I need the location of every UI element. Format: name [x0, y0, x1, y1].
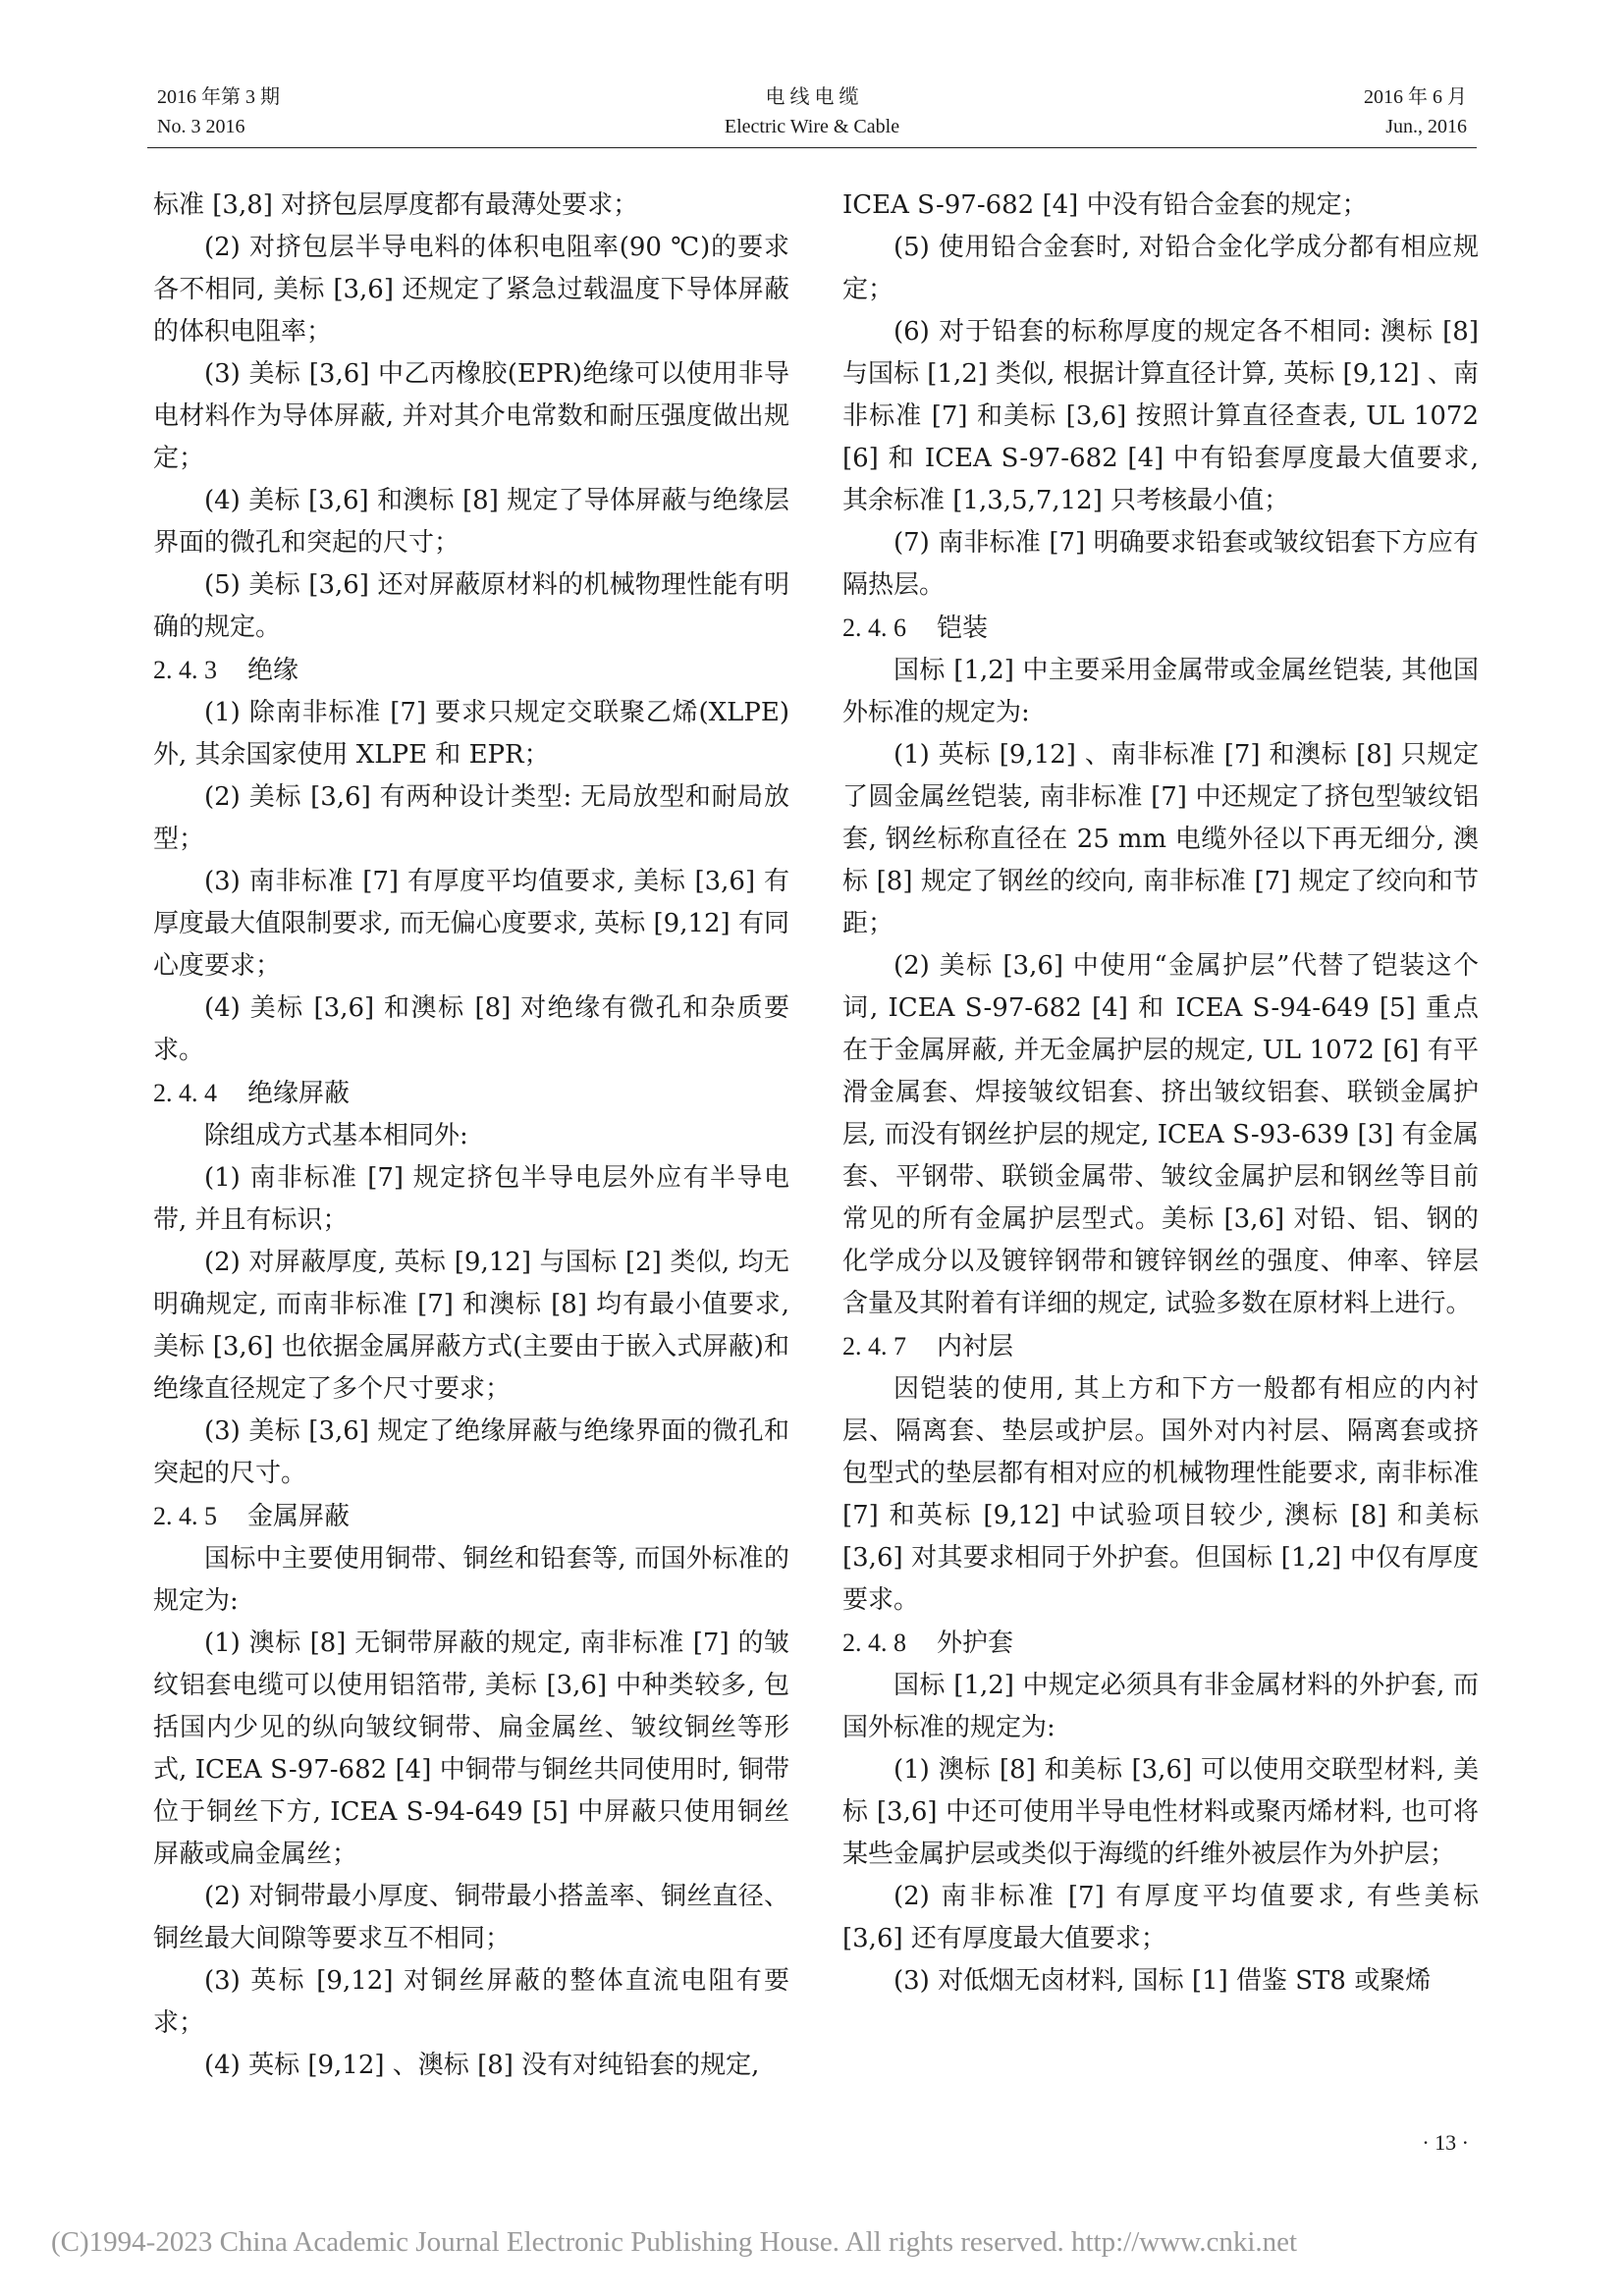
body-paragraph: 除组成方式基本相同外:	[204, 1121, 468, 1150]
section-number: 2. 4. 8	[842, 1629, 906, 1657]
body-paragraph: (4) 美标 [3,6] 和澳标 [8] 规定了导体屏蔽与绝缘层界面的微孔和突起的尺寸；	[153, 486, 789, 558]
journal-title-cn: 电 线 电 缆	[765, 86, 859, 108]
body-paragraph: 国标 [1,2] 中规定必须具有非金属材料的外护套, 而国外标准的规定为:	[842, 1671, 1479, 1742]
copyright-notice: (C)1994-2023 China Academic Journal Electronic Publishing House. All rights reserved. http://www.cnki.net	[51, 2226, 1298, 2258]
body-paragraph: (2) 对屏蔽厚度, 英标 [9,12] 与国标 [2] 类似, 均无明确规定, 而南非标准 [7] 和澳标 [8] 均有最小值要求, 美标 [3,6] 也依据金属屏蔽方式(主要由于嵌入式屏蔽)和绝缘直径规定了多个尺寸要求；	[153, 1248, 789, 1404]
body-paragraph: (3) 美标 [3,6] 规定了绝缘屏蔽与绝缘界面的微孔和突起的尺寸。	[153, 1416, 789, 1488]
body-paragraph: (3) 南非标准 [7] 有厚度平均值要求, 美标 [3,6] 有厚度最大值限制要求, 而无偏心度要求, 英标 [9,12] 有同心度要求；	[153, 867, 789, 981]
section-heading	[842, 1325, 1479, 1368]
body-paragraph: (2) 南非标准 [7] 有厚度平均值要求, 有些美标 [3,6] 还有厚度最大值要求；	[842, 1882, 1479, 1953]
body-paragraph: (5) 美标 [3,6] 还对屏蔽原材料的机械物理性能有明确的规定。	[153, 570, 789, 642]
body-paragraph: (4) 美标 [3,6] 和澳标 [8] 对绝缘有微孔和杂质要求。	[153, 993, 789, 1065]
issue-en: No. 3 2016	[157, 116, 245, 137]
header-rule	[147, 147, 1477, 148]
date-cn: 2016 年 6 月	[1364, 86, 1467, 108]
body-paragraph: (3) 美标 [3,6] 中乙丙橡胶(EPR)绝缘可以使用非导电材料作为导体屏蔽, 并对其介电常数和耐压强度做出规定；	[153, 359, 789, 473]
section-title: 铠装	[937, 614, 989, 643]
section-number: 2. 4. 3	[153, 656, 217, 684]
body-paragraph: (5) 使用铅合金套时, 对铅合金化学成分都有相应规定；	[842, 233, 1479, 304]
body-paragraph: (3) 对低烟无卤材料, 国标 [1] 借鉴 ST8 或聚烯	[893, 1966, 1432, 1996]
body-paragraph: (2) 美标 [3,6] 中使用“金属护层”代替了铠装这个词, ICEA S-97-682 [4] 和 ICEA S-94-649 [5] 重点在于金属屏蔽, 并无金属护层的规定, UL 1072 [6] 有平滑金属套、焊接皱纹铝套、挤出皱纹铝套、联锁金属护层, 而没有钢丝护层的规定, ICEA S-93-639 [3] 有金属套、平钢带、联锁金属带、皱纹金属护层和钢丝等目前常见的所有金属护层型式。美标 [3,6] 对铅、铝、钢的化学成分以及镀锌钢带和镀锌钢丝的强度、伸率、锌层含量及其附着有详细的规定, 试验多数在原材料上进行。	[842, 951, 1479, 1318]
body-paragraph: 因铠装的使用, 其上方和下方一般都有相应的内衬层、隔离套、垫层或护层。国外对内衬层、隔离套或挤包型式的垫层都有相对应的机械物理性能要求, 南非标准 [7] 和英标 [9,12] 中试验项目较少, 澳标 [8] 和美标 [3,6] 对其要求相同于外护套。但国标 [1,2] 中仅有厚度要求。	[842, 1374, 1479, 1615]
section-heading	[153, 1072, 789, 1115]
section-title: 内衬层	[937, 1332, 1014, 1362]
journal-date-header	[1364, 82, 1467, 141]
left-column	[153, 185, 789, 2087]
section-number: 2. 4. 5	[153, 1502, 217, 1530]
page-number: · 13 ·	[1422, 2130, 1469, 2155]
body-paragraph: (4) 英标 [9,12] 、澳标 [8] 没有对纯铅套的规定,	[204, 2051, 760, 2080]
body-paragraph: (3) 英标 [9,12] 对铜丝屏蔽的整体直流电阻有要求；	[153, 1966, 789, 2038]
section-title: 绝缘	[247, 656, 299, 685]
body-paragraph: (2) 对铜带最小厚度、铜带最小搭盖率、铜丝直径、铜丝最大间隙等要求互不相同；	[153, 1882, 789, 1953]
section-number: 2. 4. 4	[153, 1079, 217, 1107]
body-paragraph: (1) 除南非标准 [7] 要求只规定交联聚乙烯(XLPE)外, 其余国家使用 XLPE 和 EPR；	[153, 698, 789, 770]
section-heading	[842, 607, 1479, 650]
body-paragraph: (1) 英标 [9,12] 、南非标准 [7] 和澳标 [8] 只规定了圆金属丝铠装, 南非标准 [7] 中还规定了挤包型皱纹铝套, 钢丝标称直径在 25 mm 电缆外径以下再无细分, 澳标 [8] 规定了钢丝的绞向, 南非标准 [7] 规定了绞向和节距；	[842, 740, 1479, 938]
section-number: 2. 4. 6	[842, 614, 906, 642]
section-heading	[153, 1495, 789, 1538]
issue-cn: 2016 年第 3 期	[157, 86, 280, 108]
body-paragraph: (2) 美标 [3,6] 有两种设计类型: 无局放型和耐局放型；	[153, 782, 789, 854]
body-paragraph: (2) 对挤包层半导电料的体积电阻率(90 ℃)的要求各不相同, 美标 [3,6] 还规定了紧急过载温度下导体屏蔽的体积电阻率；	[153, 233, 789, 347]
body-paragraph: 国标 [1,2] 中主要采用金属带或金属丝铠装, 其他国外标准的规定为:	[842, 656, 1479, 727]
body-paragraph: 标准 [3,8] 对挤包层厚度都有最薄处要求；	[153, 190, 639, 220]
journal-title-en: Electric Wire & Cable	[724, 116, 900, 137]
section-title: 绝缘屏蔽	[247, 1079, 351, 1108]
right-column	[842, 185, 1479, 2002]
body-paragraph: ICEA S-97-682 [4] 中没有铅合金套的规定；	[842, 190, 1368, 220]
section-number: 2. 4. 7	[842, 1332, 906, 1361]
body-paragraph: (1) 南非标准 [7] 规定挤包半导电层外应有半导电带, 并且有标识；	[153, 1163, 789, 1235]
section-heading	[842, 1622, 1479, 1665]
section-heading	[153, 649, 789, 692]
body-paragraph: (1) 澳标 [8] 无铜带屏蔽的规定, 南非标准 [7] 的皱纹铝套电缆可以使用铝箔带, 美标 [3,6] 中种类较多, 包括国内少见的纵向皱纹铜带、扁金属丝、皱纹铜丝等形式, ICEA S-97-682 [4] 中铜带与铜丝共同使用时, 铜带位于铜丝下方, ICEA S-94-649 [5] 中屏蔽只使用铜丝屏蔽或扁金属丝；	[153, 1629, 789, 1869]
section-title: 外护套	[937, 1629, 1014, 1658]
body-paragraph: 国标中主要使用铜带、铜丝和铅套等, 而国外标准的规定为:	[153, 1544, 789, 1616]
body-paragraph: (6) 对于铅套的标称厚度的规定各不相同: 澳标 [8] 与国标 [1,2] 类似, 根据计算直径计算, 英标 [9,12] 、南非标准 [7] 和美标 [3,6] 按照计算直径查表, UL 1072 [6] 和 ICEA S-97-682 [4] 中有铅套厚度最大值要求, 其余标准 [1,3,5,7,12] 只考核最小值；	[842, 317, 1479, 515]
body-paragraph: (7) 南非标准 [7] 明确要求铅套或皱纹铝套下方应有隔热层。	[842, 528, 1479, 600]
body-paragraph: (1) 澳标 [8] 和美标 [3,6] 可以使用交联型材料, 美标 [3,6] 中还可使用半导电性材料或聚丙烯材料, 也可将某些金属护层或类似于海缆的纤维外被层作为外护层；	[842, 1755, 1479, 1869]
section-title: 金属屏蔽	[247, 1502, 351, 1531]
date-en: Jun., 2016	[1385, 116, 1467, 137]
